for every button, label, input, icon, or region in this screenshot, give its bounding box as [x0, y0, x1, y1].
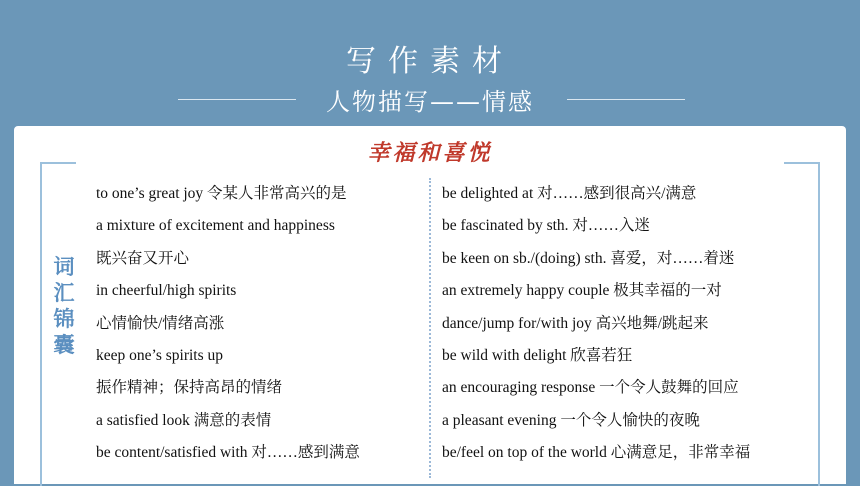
- phrase-item: an encouraging response 一个令人鼓舞的回应: [442, 379, 739, 397]
- right-phrase-list: [442, 178, 787, 470]
- phrase-item: be/feel on top of the world 心满意足，非常幸福: [442, 444, 751, 462]
- right-bracket-frame: [784, 162, 820, 486]
- section-title: 幸福和喜悦: [367, 140, 493, 166]
- phrase-item: be fascinated by sth. 对……入迷: [442, 217, 650, 235]
- page-title: 写作素材: [346, 44, 514, 79]
- phrase-item: a mixture of excitement and happiness: [96, 217, 335, 235]
- vocabulary-side-label: [52, 254, 76, 358]
- phrase-item: an extremely happy couple 极其幸福的一对: [442, 282, 722, 300]
- phrase-item: 心情愉快/情绪高涨: [96, 314, 225, 332]
- phrase-item: a pleasant evening 一个令人愉快的夜晚: [442, 411, 700, 429]
- page-subtitle: 人物描写——情感: [326, 88, 534, 116]
- phrase-item: keep one’s spirits up: [96, 346, 223, 364]
- left-phrase-list: [96, 178, 424, 470]
- phrase-item: 既兴奋又开心: [96, 249, 190, 267]
- phrase-item: dance/jump for/with joy 高兴地舞/跳起来: [442, 314, 709, 332]
- phrase-item: 振作精神；保持高昂的情绪: [96, 379, 283, 397]
- title-rule-right: [567, 99, 685, 100]
- phrase-item: to one’s great joy 令某人非常高兴的是: [96, 185, 347, 202]
- phrase-item: be content/satisfied with 对……感到满意: [96, 444, 360, 462]
- column-divider: [429, 178, 431, 478]
- phrase-item: be wild with delight 欣喜若狂: [442, 346, 633, 364]
- side-label-char: 囊: [53, 333, 75, 357]
- phrase-item: be delighted at 对……感到很高兴/满意: [442, 185, 697, 202]
- side-label-char: 汇: [53, 281, 75, 305]
- side-label-char: 锦: [53, 307, 75, 331]
- phrase-item: a satisfied look 满意的表情: [96, 411, 272, 429]
- side-label-char: 词: [53, 255, 75, 279]
- phrase-item: in cheerful/high spirits: [96, 282, 237, 300]
- phrase-item: be keen on sb./(doing) sth. 喜爱，对……着迷: [442, 249, 735, 267]
